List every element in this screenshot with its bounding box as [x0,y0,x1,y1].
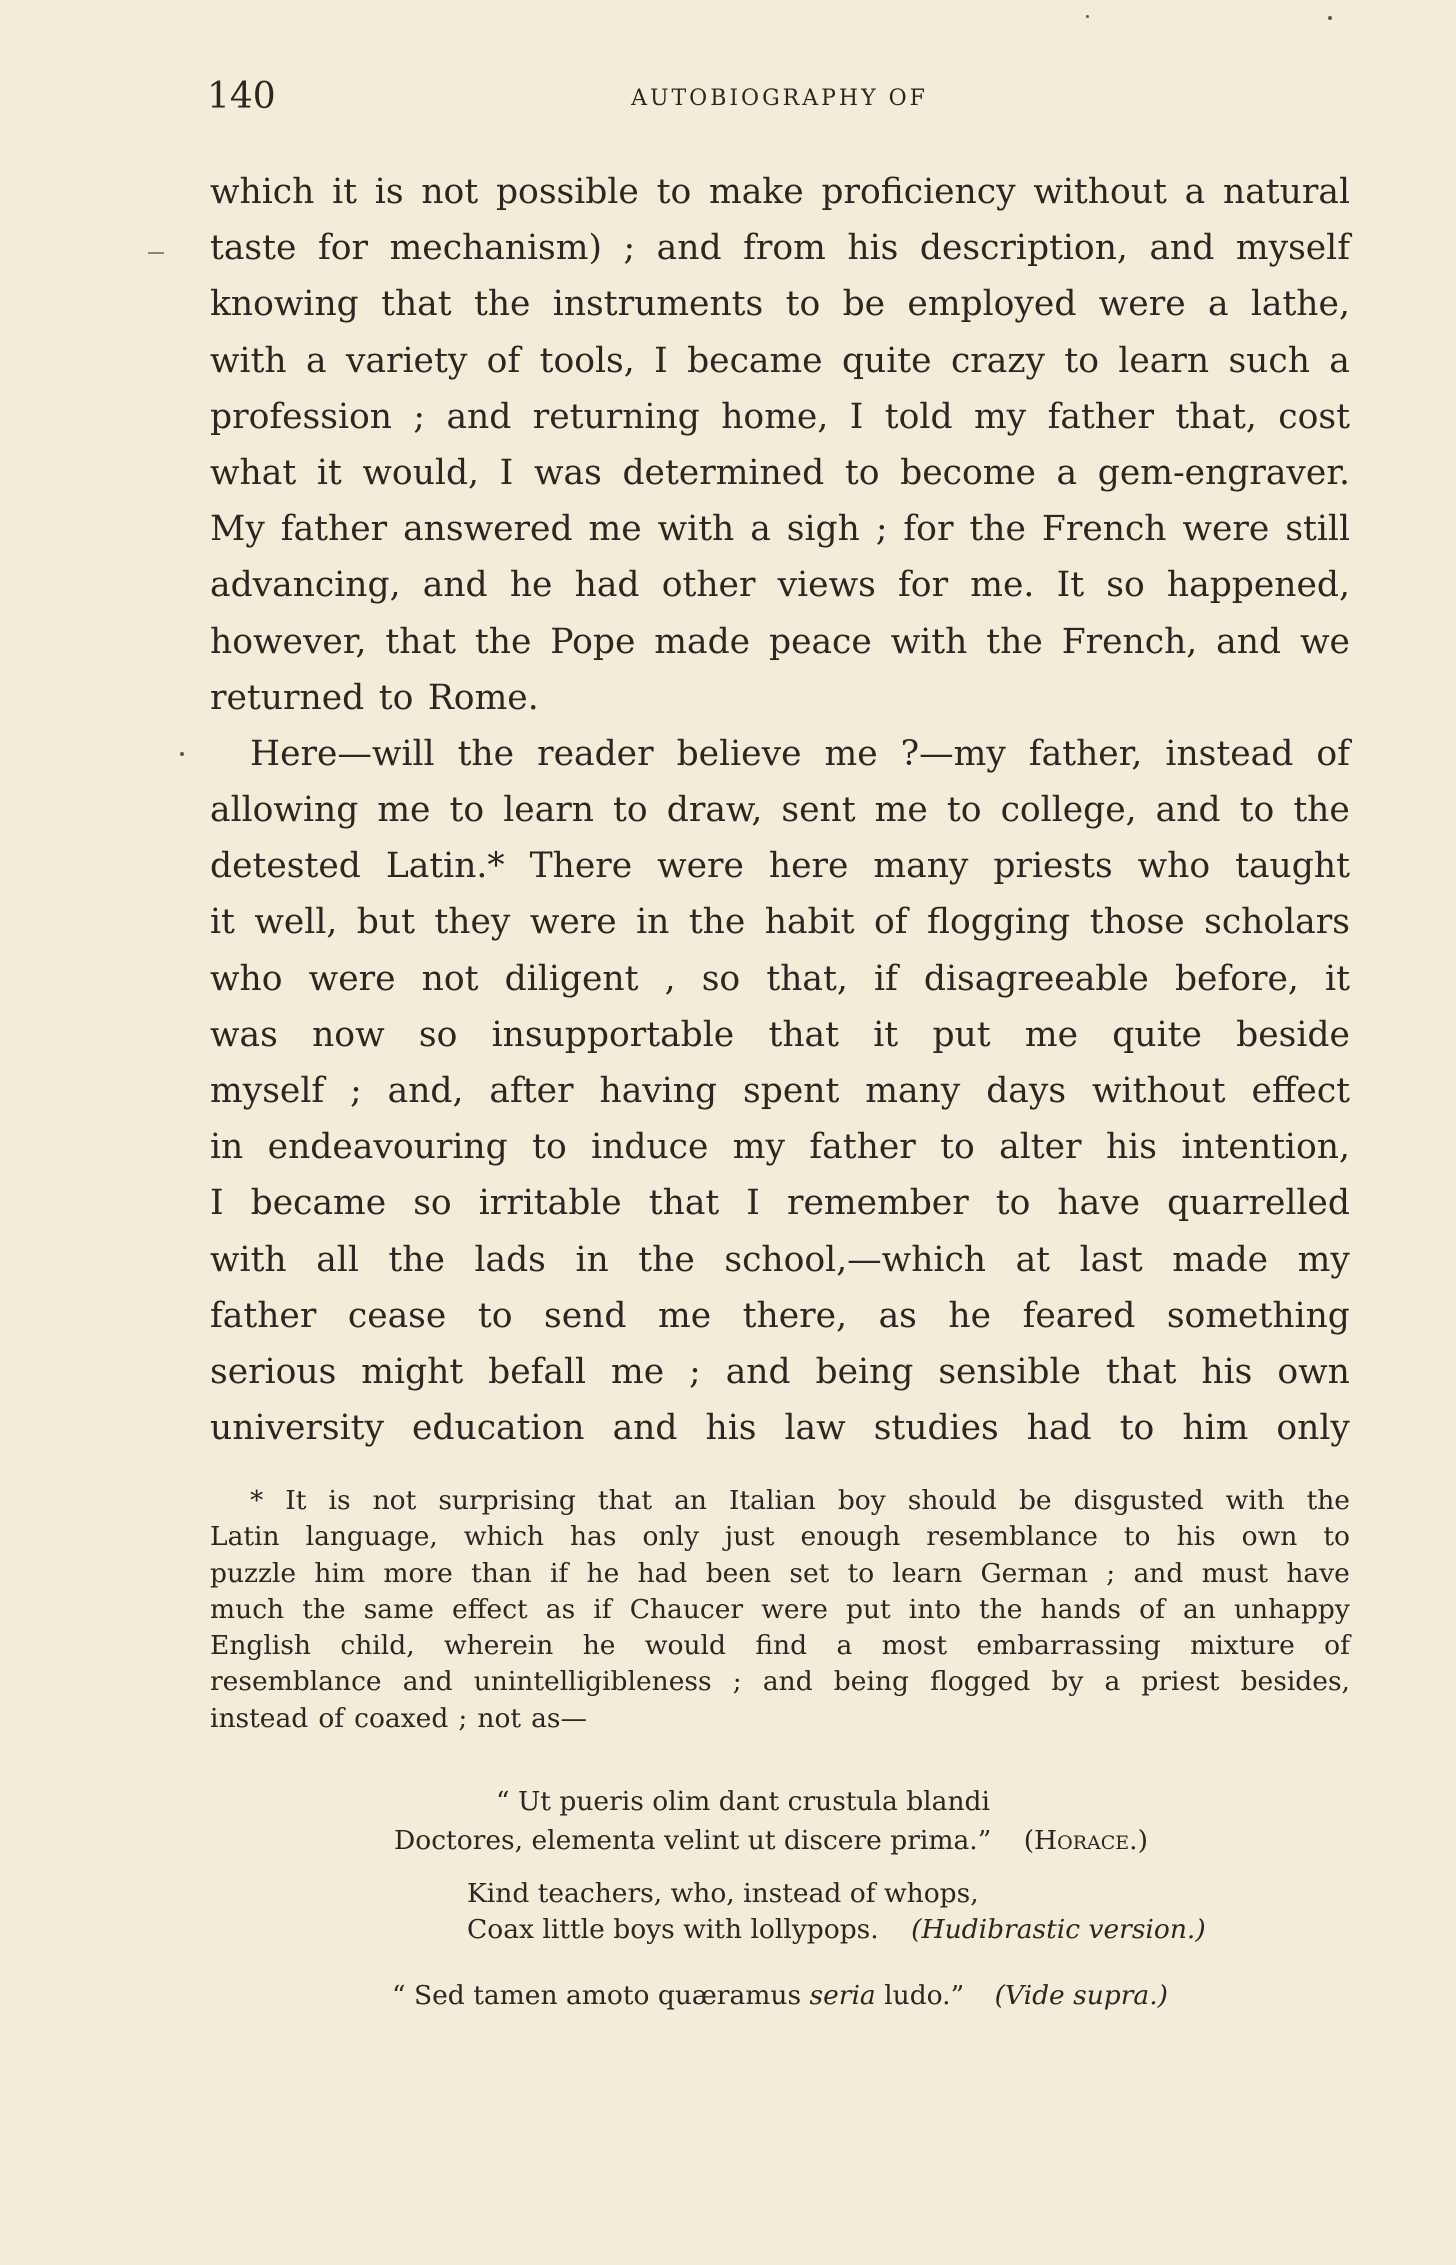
footnote-line: English child, wherein he would find a most embarrassing mixture of [210,1630,1350,1662]
footnote-line: puzzle him more than if he had been set to learn German ; and must have [210,1557,1350,1589]
footnote [210,1483,1350,1737]
text-line: taste for mechanism) ; and from his description, and myself [210,228,1350,269]
footnote-line: Latin language, which has only just enough resemblance to his own to [210,1521,1350,1553]
verse-latin-word-seria: seria [809,1980,876,2011]
text-line: in endeavouring to induce my father to alter his intention, [210,1127,1350,1168]
text-line: father cease to send me there, as he feared something [210,1295,1350,1336]
verse-english-text: Coax little boys with lollypops. [467,1914,879,1945]
footnote-line: resemblance and unintelligibleness ; and being flogged by a priest besides, [210,1666,1350,1698]
text-line: returned to Rome. [210,677,539,718]
text-line: Here—will the reader believe me ?—my father, instead of [250,733,1350,774]
text-line: however, that the Pope made peace with the French, and we [210,621,1350,662]
text-line: advancing, and he had other views for me. It so happened, [210,565,1350,606]
verse-latin-text: Doctores, elementa velint ut discere prima.” [394,1825,992,1856]
page-header [207,72,1352,122]
main-text [210,164,1350,1456]
text-line: serious might befall me ; and being sensible that his own [210,1351,1350,1392]
footnote-line: much the same effect as if Chaucer were put into the hands of an unhappy [210,1593,1350,1625]
text-line: university education and his law studies had to him only [210,1408,1350,1449]
footnote-line: instead of coaxed ; not as— [210,1702,588,1734]
paper-speck [1328,16,1332,20]
footnote-line: * It is not surprising that an Italian boy should be disgusted with the [250,1485,1350,1516]
verse-source-hudibrastic: (Hudibrastic version.) [911,1914,1206,1945]
verse-latin-text-c: ludo.” [884,1980,965,2011]
text-line: profession ; and returning home, I told my father that, cost [210,396,1350,437]
verse-source-vide-supra: (Vide supra.) [994,1980,1168,2011]
text-line: was now so insupportable that it put me quite beside [210,1014,1350,1055]
verse-english-line-2 [467,1912,1206,1948]
text-line: detested Latin.* There were here many priests who taught [210,846,1350,887]
text-line: My father answered me with a sigh ; for the French were still [210,509,1350,550]
text-line: it well, but they were in the habit of flogging those scholars [210,902,1350,943]
running-head: AUTOBIOGRAPHY OF [631,86,928,111]
text-line: who were not diligent , so that, if disagreeable before, it [210,958,1350,999]
text-line: I became so irritable that I remember to have quarrelled [210,1183,1350,1224]
verse-latin-line-3 [392,1978,1168,2014]
verse-latin-line-2 [394,1823,1148,1859]
text-line: with a variety of tools, I became quite crazy to learn such a [210,340,1350,381]
paper-speck [1086,15,1089,18]
text-line: allowing me to learn to draw, sent me to college, and to the [210,790,1350,831]
text-line: what it would, I was determined to become a gem-engraver. [210,452,1350,493]
verse-english-line-1: Kind teachers, who, instead of whops, [467,1878,979,1909]
verse-latin-line-1: “ Ut pueris olim dant crustula blandi [496,1786,990,1817]
paper-speck [180,752,184,756]
verse-latin-text-a: “ Sed tamen amoto quæramus [392,1980,802,2011]
text-line: myself ; and, after having spent many days without effect [210,1071,1350,1111]
text-line: with all the lads in the school,—which at last made my [210,1239,1350,1280]
verse-source-horace: (Horace.) [1023,1825,1148,1856]
text-line: knowing that the instruments to be employed were a lathe, [210,284,1350,325]
page-number: 140 [207,76,276,117]
text-line: which it is not possible to make proficiency without a natural [210,172,1350,212]
margin-mark [148,252,164,254]
